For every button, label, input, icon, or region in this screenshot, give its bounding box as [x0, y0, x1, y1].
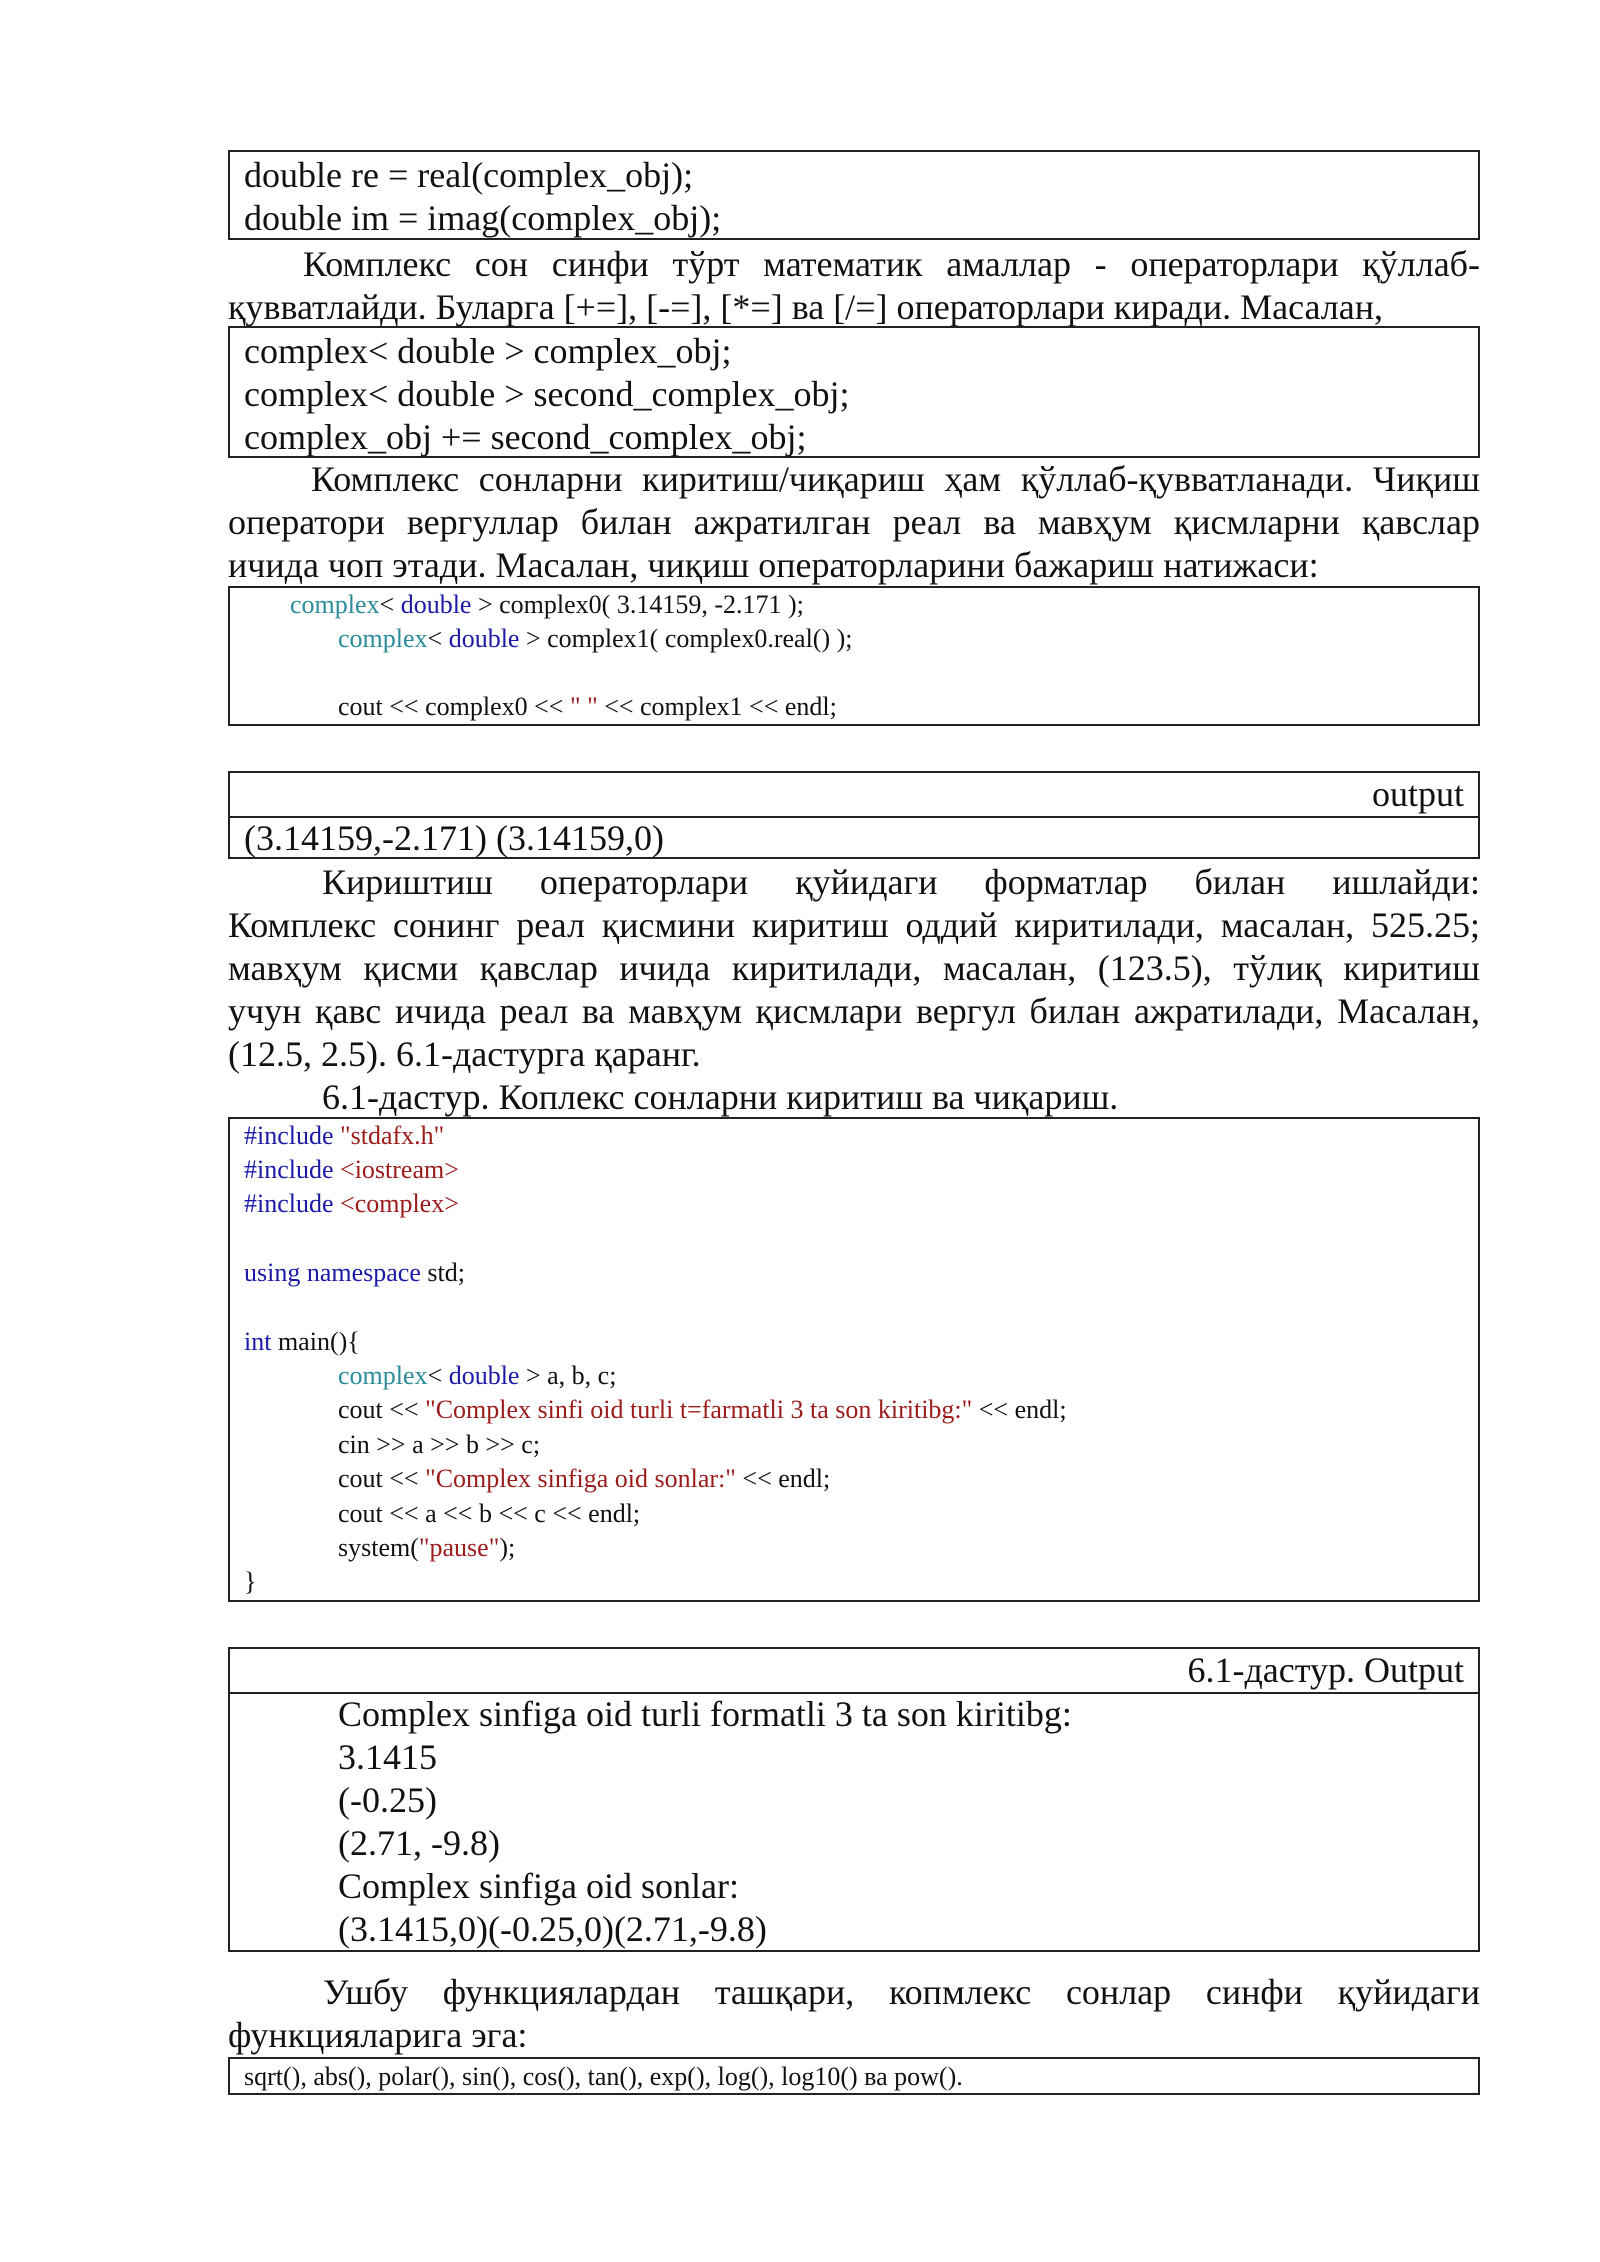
code-token: << complex1 << endl;	[597, 692, 837, 721]
code-line	[338, 1531, 515, 1565]
code-token: system(	[338, 1533, 419, 1562]
code-line	[244, 1325, 360, 1359]
output-line: 3.1415	[338, 1737, 437, 1777]
keyword-token: double	[400, 590, 472, 619]
paragraph-input-formats	[228, 861, 1480, 1117]
output-line: (-0.25)	[338, 1780, 437, 1820]
paragraph-line: ичида чоп этади. Масалан, чиқиш операторларини бажариш натижаси:	[228, 545, 1319, 585]
keyword-token: #include	[244, 1121, 334, 1150]
functions-box	[228, 2057, 1480, 2095]
output-value: (3.14159,-2.171) (3.14159,0)	[244, 818, 664, 858]
keyword-token: int	[244, 1327, 272, 1356]
code-line: }	[244, 1567, 257, 1596]
code-line	[290, 588, 804, 622]
code-line	[338, 622, 853, 656]
paragraph-line: Комплекс сонларни киритиш/чиқариш ҳам қўллаб-қувватланади. Чиқиш	[311, 459, 1480, 499]
keyword-token: double	[448, 1361, 520, 1390]
code-token: cout << complex0 <<	[338, 692, 570, 721]
code-line	[244, 1119, 444, 1153]
keyword-token: double	[448, 624, 520, 653]
code-box-output-example	[228, 586, 1480, 726]
code-token: cout <<	[338, 1464, 426, 1493]
code-line: double im = imag(complex_obj);	[244, 198, 722, 238]
code-token: > complex0( 3.14159, -2.171 );	[471, 590, 804, 619]
type-token: complex	[338, 1361, 428, 1390]
code-line: cout << a << b << c << endl;	[338, 1499, 641, 1528]
output-line: Complex sinfiga oid turli formatli 3 ta son kiritibg:	[338, 1694, 1072, 1734]
code-line: double re = real(complex_obj);	[244, 155, 694, 195]
code-token: );	[499, 1533, 516, 1562]
code-line: cin >> a >> b >> c;	[338, 1430, 541, 1459]
code-line	[338, 1359, 616, 1393]
paragraph-line: функцияларига эга:	[228, 2015, 528, 2055]
code-token: main(){	[271, 1327, 360, 1356]
output-line: (3.1415,0)(-0.25,0)(2.71,-9.8)	[338, 1909, 767, 1949]
string-token: " "	[569, 692, 598, 721]
code-token: << endl;	[972, 1395, 1067, 1424]
functions-list: sqrt(), abs(), polar(), sin(), cos(), tan(), exp(), log(), log10() ва pow().	[244, 2062, 963, 2091]
paragraph-line: Комплекс сон синфи тўрт математик амаллар - операторлари қўллаб-	[303, 244, 1480, 284]
keyword-token: using namespace	[244, 1258, 421, 1287]
keyword-token: #include	[244, 1155, 334, 1184]
code-token: <	[427, 624, 449, 653]
code-line	[244, 1256, 465, 1290]
code-line	[338, 1393, 1067, 1427]
code-line	[338, 1462, 830, 1496]
output-table-listing-6-1	[228, 1647, 1480, 1952]
string-token: "Complex sinfi oid turli t=farmatli 3 ta son kiritibg:"	[425, 1395, 973, 1424]
type-token: complex	[338, 624, 428, 653]
code-token: <	[379, 590, 401, 619]
code-box-real-imag	[228, 150, 1480, 240]
paragraph-line: мавҳум қисми қавслар ичида киритилади, масалан, (123.5), тўлиқ киритиш	[228, 948, 1480, 988]
listing-caption: 6.1-дастур. Коплекс сонларни киритиш ва чиқариш.	[322, 1077, 1119, 1117]
type-token: complex	[290, 590, 380, 619]
paragraph-line: Кириштиш операторлари қуйидаги форматлар билан ишлайди:	[322, 862, 1480, 902]
output-table	[228, 771, 1480, 859]
string-token: <complex>	[333, 1189, 459, 1218]
paragraph-io	[228, 458, 1480, 585]
string-token: "pause"	[418, 1533, 500, 1562]
code-box-listing-6-1	[228, 1117, 1480, 1602]
paragraph-line: оператори вергуллар билан ажратилган реал ва мавҳум қисмларни қавслар	[228, 502, 1480, 542]
code-token: <	[427, 1361, 449, 1390]
code-token: > complex1( complex0.real() );	[519, 624, 853, 653]
code-line	[244, 1187, 459, 1221]
string-token: "stdafx.h"	[333, 1121, 445, 1150]
paragraph-line: қувватлайди. Буларга [+=], [-=], [*=] ва [/=] операторлари киради. Масалан,	[228, 287, 1383, 327]
paragraph-line: учун қавс ичида реал ва мавҳум қисмлари вергул билан ажратилади, Масалан,	[228, 991, 1480, 1031]
paragraph-line: Ушбу функциялардан ташқари, копмлекс сонлар синфи қуйидаги	[323, 1972, 1480, 2012]
output-header: output	[1371, 774, 1464, 814]
code-line	[244, 1153, 459, 1187]
code-box-compound-assign	[228, 326, 1480, 458]
code-token: std;	[420, 1258, 465, 1287]
code-token: << endl;	[735, 1464, 831, 1493]
code-line: complex< double > complex_obj;	[244, 331, 732, 371]
paragraph-operators	[228, 243, 1480, 327]
keyword-token: #include	[244, 1189, 334, 1218]
string-token: "Complex sinfiga oid sonlar:"	[425, 1464, 736, 1493]
output-header: 6.1-дастур. Output	[1187, 1650, 1464, 1690]
output-line: Complex sinfiga oid sonlar:	[338, 1866, 739, 1906]
code-line: complex< double > second_complex_obj;	[244, 374, 850, 414]
code-token: > a, b, c;	[519, 1361, 617, 1390]
paragraph-functions	[228, 1971, 1480, 2055]
code-line	[338, 690, 837, 724]
paragraph-line: Комплекс сонинг реал қисмини киритиш оддий киритилади, масалан, 525.25;	[228, 905, 1480, 945]
output-line: (2.71, -9.8)	[338, 1823, 500, 1863]
code-line: complex_obj += second_complex_obj;	[244, 417, 807, 457]
string-token: <iostream>	[333, 1155, 459, 1184]
code-token: cout <<	[338, 1395, 426, 1424]
paragraph-line: (12.5, 2.5). 6.1-дастурга қаранг.	[228, 1034, 701, 1074]
